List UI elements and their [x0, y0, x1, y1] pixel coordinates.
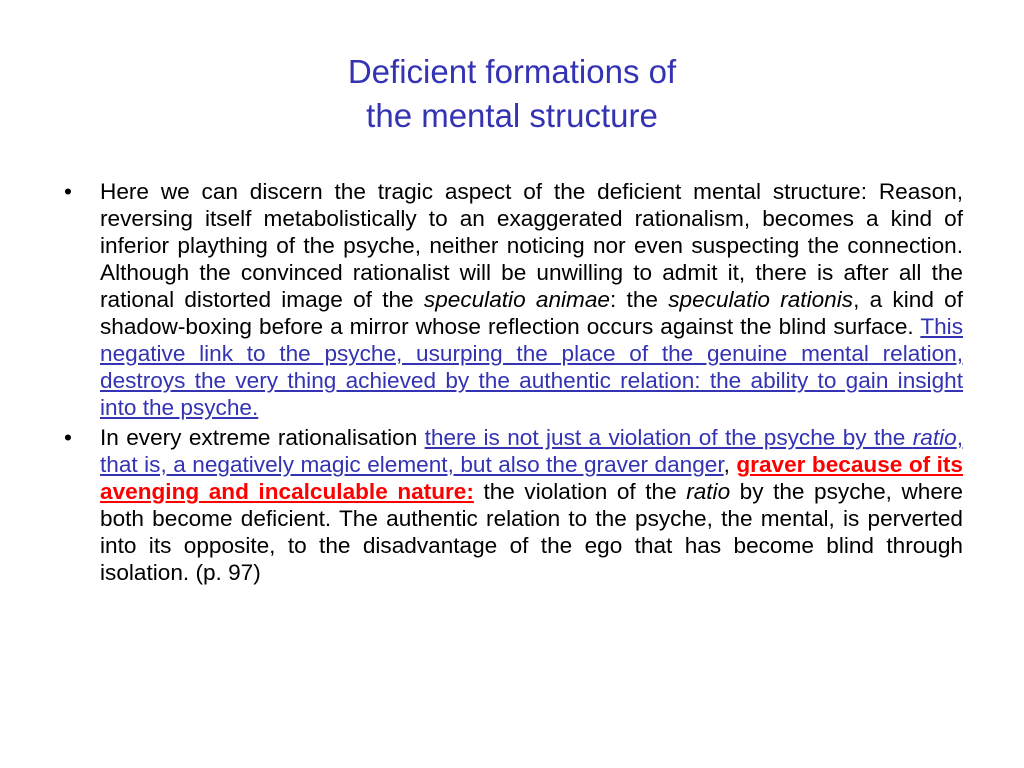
- slide-title: [0, 50, 1024, 138]
- bullet1-italic-speculatio-rationis: speculatio rationis: [668, 287, 854, 312]
- bullet-item-2: [60, 424, 963, 586]
- title-line-1: Deficient formations of: [347, 53, 677, 90]
- bullet2-italic-ratio: ratio: [686, 479, 731, 504]
- bullet-marker-1: •: [64, 179, 72, 204]
- bullet2-text-1: In every extreme rationalisation: [100, 425, 425, 450]
- bullet1-italic-speculatio-animae: speculatio animae: [423, 287, 610, 312]
- title-line-2: the mental structure: [366, 97, 658, 134]
- bullet2-text-2: ,: [723, 452, 737, 477]
- bullet2-red-emphasis: graver because of its avenging and incalculable nature:: [100, 452, 963, 504]
- bullet-list: [60, 178, 963, 589]
- bullet2-link-italic-ratio[interactable]: ratio: [912, 425, 957, 450]
- bullet-marker-2: •: [64, 425, 72, 450]
- bullet2-text-3: the violation of the: [473, 479, 687, 504]
- bullet1-text-3: , a kind of shadow-boxing before a mirror whose reflection occurs against the blind surface.: [100, 287, 963, 339]
- bullet1-text-2: : the: [610, 287, 669, 312]
- bullet1-text-1: Here we can discern the tragic aspect of the deficient mental structure: Reason, reversing itself metabolistically to an exaggerated rationalism, becomes a kind of inferior plaything of the psyche, neither noticing nor even suspecting the connection. Although the convinced rationalist will be unwilling to admit it, there is after all the rational distorted image of the: [100, 179, 963, 312]
- bullet-item-1: [60, 178, 963, 421]
- bullet2-text-4: by the psyche, where both become deficient. The authentic relation to the psyche, the mental, is perverted into its opposite, to the disadvantage of the ego that has become blind through isolation. (p. 97): [100, 479, 963, 585]
- bullet2-link-part-1[interactable]: there is not just a violation of the psyche by the: [424, 425, 913, 450]
- bullet2-link-part-2[interactable]: , that is, a negatively magic element, but also the graver danger: [100, 425, 963, 477]
- bullet1-link[interactable]: This negative link to the psyche, usurping the place of the genuine mental relation, destroys the very thing achieved by the authentic relation: the ability to gain insight into the psyche.: [100, 314, 963, 420]
